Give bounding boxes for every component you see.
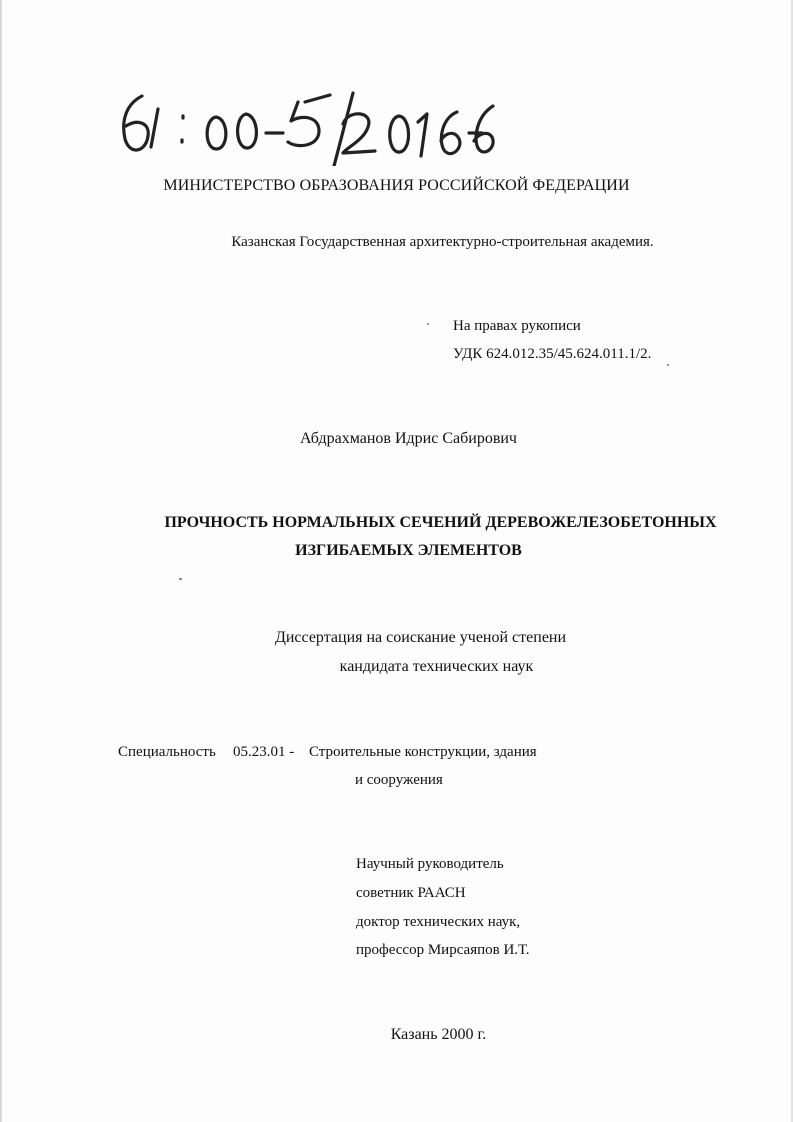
city-and-year: Казань 2000 г. — [390, 1026, 487, 1043]
specialty-name-line-1: Строительные конструкции, здания — [309, 744, 537, 760]
specialty-code: 05.23.01 - — [233, 744, 295, 760]
scan-speck — [179, 578, 182, 580]
specialty-label: Специальность — [118, 744, 216, 760]
degree-statement-line-1: Диссертация на соискание ученой степени — [274, 629, 567, 646]
handwritten-code-drawing — [108, 84, 498, 166]
degree-statement-line-2: кандидата технических наук — [339, 658, 534, 675]
advisor-position: советник РААСН — [356, 885, 466, 901]
scan-speck — [427, 323, 429, 325]
manuscript-rights: На правах рукописи — [453, 318, 581, 334]
dissertation-title-line-2: ИЗГИБАЕМЫХ ЭЛЕМЕНТОВ — [295, 542, 522, 559]
scan-speck — [667, 364, 669, 366]
ministry-heading: МИНИСТЕРСТВО ОБРАЗОВАНИЯ РОССИЙСКОЙ ФЕДЕРАЦИИ — [163, 177, 630, 194]
advisor-degree: доктор технических наук, — [356, 914, 521, 930]
academy-name: Казанская Государственная архитектурно-строительная академия. — [231, 234, 654, 250]
dissertation-title-line-1: ПРОЧНОСТЬ НОРМАЛЬНЫХ СЕЧЕНИЙ ДЕРЕВОЖЕЛЕЗОБЕТОННЫХ — [164, 514, 717, 531]
specialty-name-line-2: и сооружения — [355, 772, 443, 788]
scan-left-edge — [0, 0, 2, 1122]
advisor-name: профессор Мирсаяпов И.Т. — [356, 942, 530, 958]
advisor-title: Научный руководитель — [356, 856, 504, 872]
author-name: Абдрахманов Идрис Сабирович — [300, 430, 517, 447]
handwritten-archive-code — [108, 84, 498, 166]
udk-code: УДК 624.012.35/45.624.011.1/2. — [453, 346, 652, 362]
